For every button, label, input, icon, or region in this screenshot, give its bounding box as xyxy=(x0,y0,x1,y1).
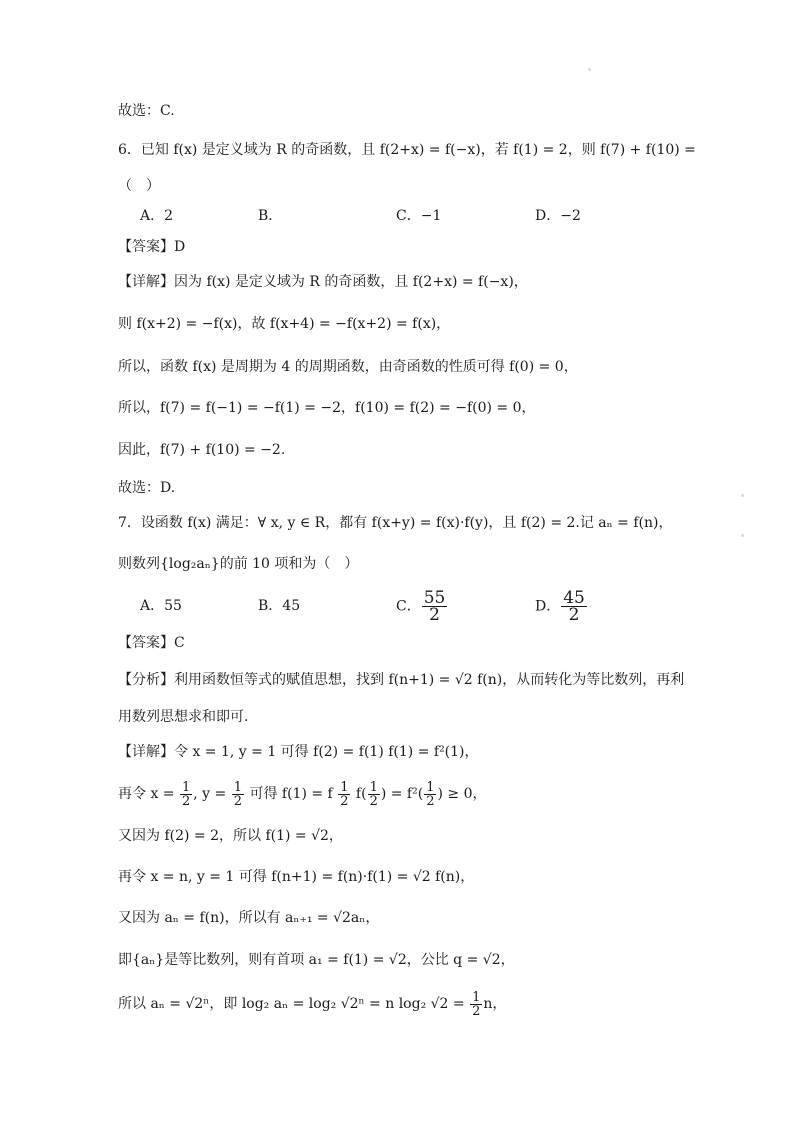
text-segment: ) ≥ 0， xyxy=(437,786,487,802)
solution-line: 则 f(x+2) = −f(x)，故 f(x+4) = −f(x+2) = f(x)， xyxy=(118,316,451,332)
fraction-numerator: 55 xyxy=(423,588,446,608)
fraction xyxy=(338,781,350,808)
solution-line: 又因为 f(2) = 2，所以 f(1) = √2， xyxy=(118,828,343,844)
fraction xyxy=(368,781,380,808)
question-7-stem: 7．设函数 f(x) 满足：∀ x, y ∈ R，都有 f(x+y) = f(x)·f(y)，且 f(2) = 2.记 aₙ = f(n)， xyxy=(118,515,673,531)
q7-option-a: A．55 xyxy=(140,598,182,614)
q6-option-b: B． xyxy=(258,208,283,224)
solution-line: 又因为 aₙ = f(n)，所以有 aₙ₊₁ = √2aₙ， xyxy=(118,910,380,926)
option-label: D． xyxy=(535,598,561,615)
fraction xyxy=(232,781,244,808)
q6-option-a: A．2 xyxy=(140,208,174,224)
solution-line: 【详解】令 x = 1, y = 1 可得 f(2) = f(1) f(1) = f²(1)， xyxy=(118,744,479,760)
text-segment: f( xyxy=(351,786,367,802)
text-segment: ) = f²( xyxy=(380,786,424,802)
question-6-stem: 6．已知 f(x) 是定义域为 R 的奇函数，且 f(2+x) = f(−x)，若 f(1) = 2，则 f(7) + f(10) = xyxy=(118,142,696,158)
fraction-denominator: 2 xyxy=(369,793,378,809)
answer-line: 【答案】D xyxy=(118,239,186,255)
q6-option-c: C．−1 xyxy=(396,208,442,224)
q7-option-c xyxy=(396,590,448,623)
fraction xyxy=(422,590,448,623)
fraction-denominator: 2 xyxy=(340,793,349,809)
analysis-line: 用数列思想求和即可. xyxy=(118,709,249,725)
fraction-numerator: 1 xyxy=(340,779,349,795)
text-segment: , y = xyxy=(193,786,231,802)
text-segment: 可得 f(1) = f xyxy=(245,786,338,802)
option-label: C． xyxy=(396,598,421,615)
fraction-denominator: 2 xyxy=(181,793,191,809)
fraction xyxy=(180,781,192,808)
fraction-denominator: 2 xyxy=(568,605,580,625)
fraction-numerator: 45 xyxy=(563,588,585,608)
fraction-numerator: 1 xyxy=(181,779,191,795)
scan-speck xyxy=(741,494,744,497)
fraction xyxy=(424,781,436,808)
fraction xyxy=(470,991,482,1018)
q7-option-b: B．45 xyxy=(258,598,301,614)
solution-line: 所以，f(7) = f(−1) = −f(1) = −2，f(10) = f(2) = −f(0) = 0， xyxy=(118,400,536,416)
fraction-numerator: 1 xyxy=(369,779,378,795)
fraction-denominator: 2 xyxy=(429,605,440,625)
solution-line: 因此，f(7) + f(10) = −2. xyxy=(118,442,286,458)
solution-line: 所以，函数 f(x) 是周期为 4 的周期函数，由奇函数的性质可得 f(0) = 0， xyxy=(118,359,578,375)
analysis-line: 【分析】利用函数恒等式的赋值思想，找到 f(n+1) = √2 f(n)，从而转化为等比数列，再利 xyxy=(118,672,685,688)
solution-line-fractions xyxy=(118,990,506,1018)
fraction-numerator: 1 xyxy=(426,779,435,795)
text-line: 故选：D. xyxy=(118,480,176,496)
solution-line-fractions xyxy=(118,780,486,808)
fraction xyxy=(561,590,587,623)
q6-option-d: D．−2 xyxy=(535,208,581,224)
fraction-numerator: 1 xyxy=(472,989,481,1005)
solution-line: 再令 x = n, y = 1 可得 f(n+1) = f(n)·f(1) = √2 f(n)， xyxy=(118,869,475,885)
question-7-stem: 则数列{log₂aₙ}的前 10 项和为（ ） xyxy=(118,556,359,572)
fraction-denominator: 2 xyxy=(233,793,242,809)
answer-line: 【答案】C xyxy=(118,635,185,651)
fraction-denominator: 2 xyxy=(426,793,435,809)
solution-line: 即{aₙ}是等比数列，则有首项 a₁ = f(1) = √2，公比 q = √2， xyxy=(118,952,515,968)
q7-option-d xyxy=(535,590,588,623)
text-line: 故选：C. xyxy=(118,103,175,119)
text-segment: 再令 x = xyxy=(118,786,179,802)
fraction-denominator: 2 xyxy=(472,1003,481,1019)
scan-speck xyxy=(588,68,591,71)
solution-line: 【详解】因为 f(x) 是定义域为 R 的奇函数，且 f(2+x) = f(−x)， xyxy=(118,274,528,290)
text-segment: n， xyxy=(483,996,507,1012)
question-6-paren: （ ） xyxy=(118,178,160,194)
scan-speck xyxy=(741,534,744,537)
text-segment: 所以 aₙ = √2ⁿ，即 log₂ aₙ = log₂ √2ⁿ = n log₂ √2 = xyxy=(118,996,470,1012)
fraction-numerator: 1 xyxy=(233,779,242,795)
